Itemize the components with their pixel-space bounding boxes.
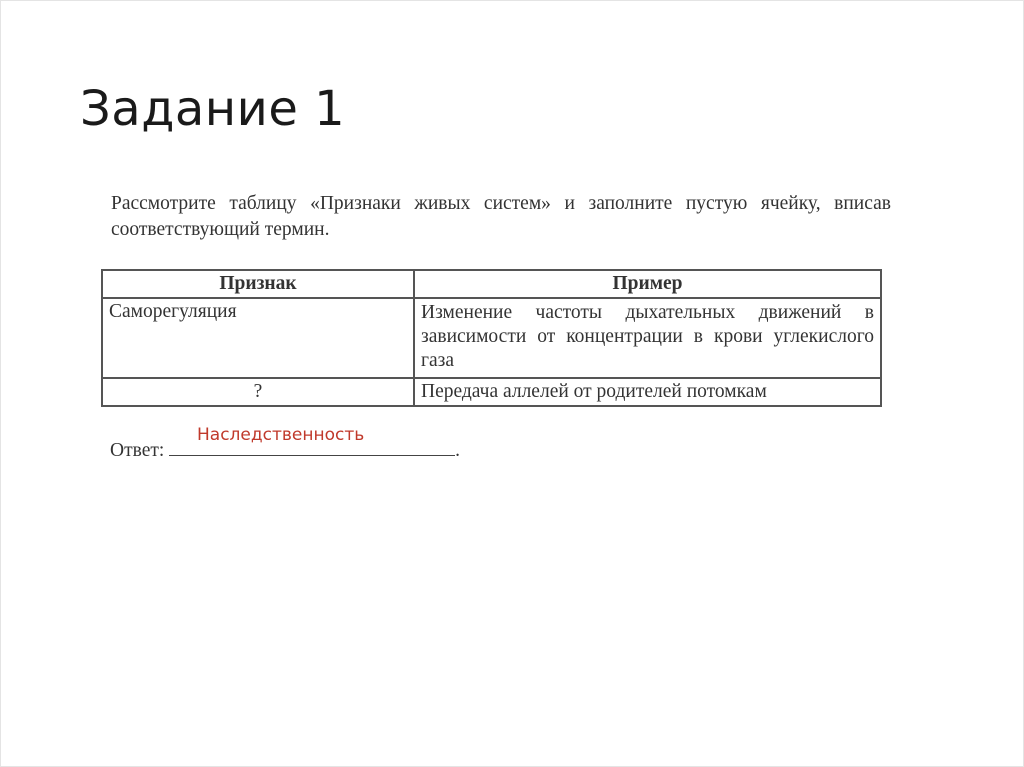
header-sign: Признак (102, 270, 414, 298)
cell-example: Передача аллелей от родителей потомкам (414, 378, 881, 406)
table-row (102, 298, 881, 378)
answer-label: Ответ: (110, 440, 165, 461)
answer-end: . (455, 440, 461, 461)
cell-example: Изменение частоты дыхательных движений в зависимости от концентрации в крови углекислого газа (414, 298, 881, 378)
table-header-row (102, 270, 881, 298)
task-instruction: Рассмотрите таблицу «Признаки живых систем» и заполните пустую ячейку, вписав соответствующий термин. (111, 193, 891, 240)
slide-title: Задание 1 (80, 81, 346, 137)
header-example: Пример (414, 270, 881, 298)
answer-text: Наследственность (197, 425, 365, 445)
cell-sign: Саморегуляция (102, 298, 414, 378)
cell-sign-blank: ? (102, 378, 414, 406)
signs-table (101, 269, 882, 407)
table-row (102, 378, 881, 406)
